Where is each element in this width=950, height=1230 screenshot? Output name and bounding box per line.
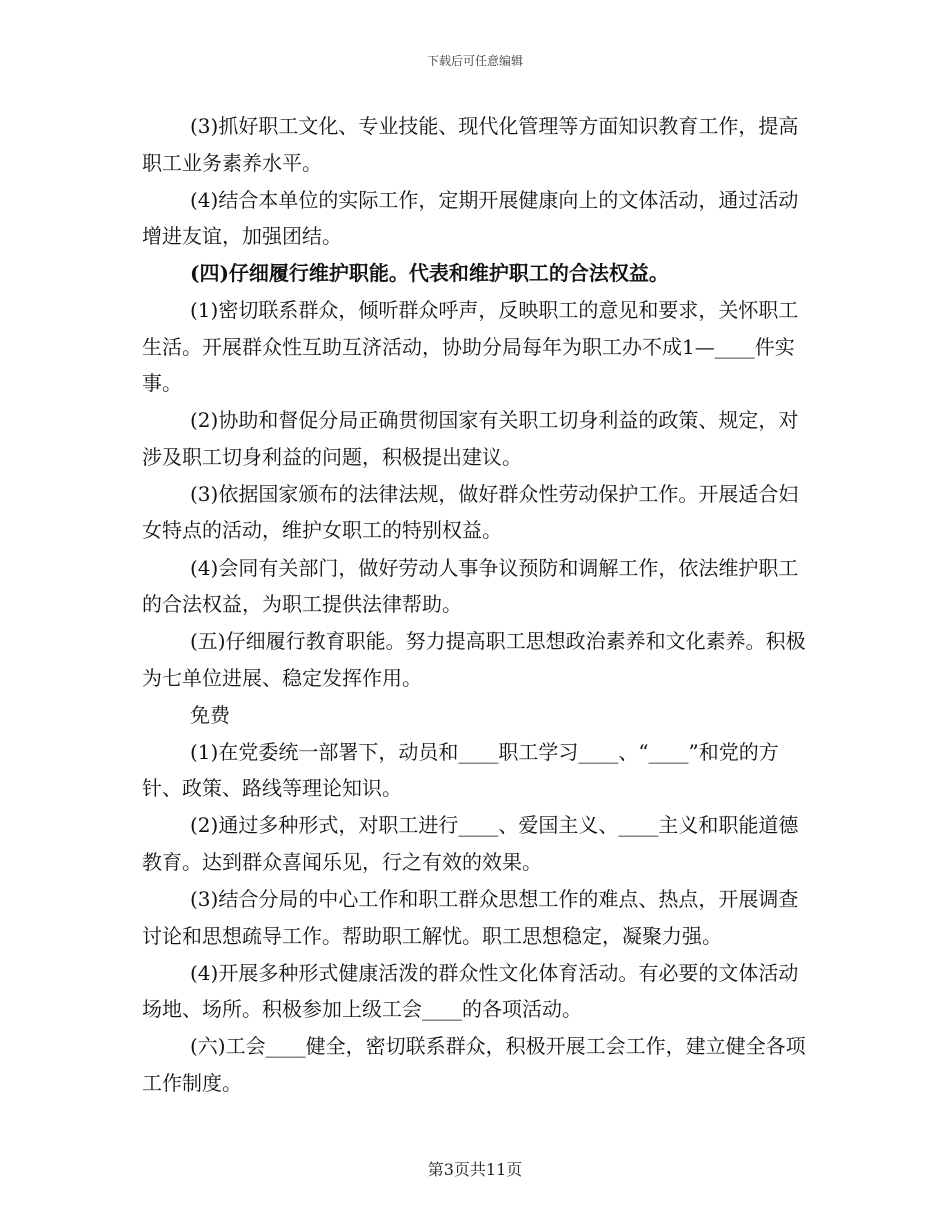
paragraph-11: (2)通过多种形式，对职工进行____、爱国主义、____主义和职能道德教育。达到群众喜闻乐见，行之有效的效果。 <box>142 813 799 874</box>
paragraph-6: (3)依据国家颁布的法律法规，做好群众性劳动保护工作。开展适合妇女特点的活动，维护女职工的特别权益。 <box>142 481 799 543</box>
paragraph-12: (3)结合分局的中心工作和职工群众思想工作的难点、热点，开展调查讨论和思想疏导工作。帮助职工解忧。职工思想稳定，凝聚力强。 <box>142 887 799 948</box>
paragraph-2: (4)结合本单位的实际工作，定期开展健康向上的文体活动，通过活动增进友谊，加强团结。 <box>142 187 799 249</box>
paragraph-9: 免费 <box>190 702 230 727</box>
paragraph-1: (3)抓好职工文化、专业技能、现代化管理等方面知识教育工作，提高职工业务素养水平。 <box>142 114 799 175</box>
section-heading-6: (六)工会____健全，密切联系群众，积极开展工会工作，建立健全各项工作制度。 <box>142 1034 806 1095</box>
paragraph-10: (1)在党委统一部署下，动员和____职工学习____、“____”和党的方针、政策、路线等理论知识。 <box>142 739 779 801</box>
document-body <box>142 108 818 1102</box>
paragraph-4: (1)密切联系群众，倾听群众呼声，反映职工的意见和要求，关怀职工生活。开展群众性互助互济活动，协助分局每年为职工办不成1—____件实事。 <box>142 298 799 396</box>
paragraph-5: (2)协助和督促分局正确贯彻国家有关职工切身利益的政策、规定，对涉及职工切身利益的问题，积极提出建议。 <box>142 408 799 469</box>
page-footer: 第3页共11页 <box>427 1160 523 1179</box>
section-heading-5: (五)仔细履行教育职能。努力提高职工思想政治素养和文化素养。积极为七单位进展、稳定发挥作用。 <box>142 629 806 690</box>
paragraph-7: (4)会同有关部门，做好劳动人事争议预防和调解工作，依法维护职工的合法权益，为职工提供法律帮助。 <box>142 555 799 617</box>
paragraph-13: (4)开展多种形式健康活泼的群众性文化体育活动。有必要的文体活动场地、场所。积极参加上级工会____的各项活动。 <box>142 960 799 1022</box>
page-header: 下载后可任意编辑 <box>426 54 523 68</box>
section-heading-4: (四)仔细履行维护职能。代表和维护职工的合法权益。 <box>190 261 669 286</box>
